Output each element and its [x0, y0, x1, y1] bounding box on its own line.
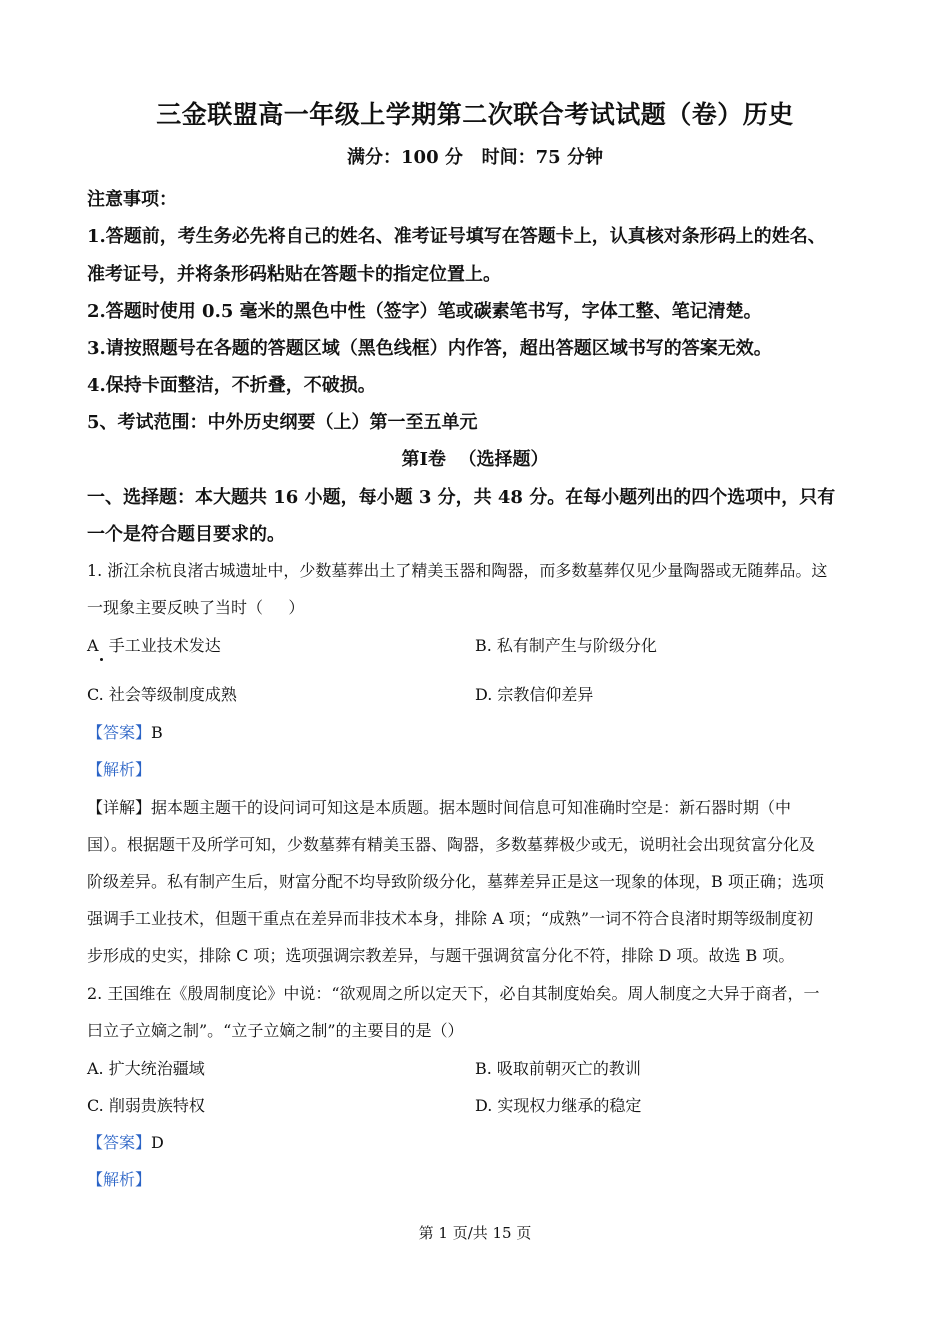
option-d: D. 实现权力继承的稳定: [475, 1096, 642, 1115]
notice-item: 准考证号，并将条形码粘贴在答题卡的指定位置上。: [87, 264, 501, 285]
option-d: D. 宗教信仰差异: [475, 685, 594, 704]
detail-text: 步形成的史实，排除 C 项；选项强调宗教差异，与题干强调贫富分化不符，排除 D 项。故选 B 项。: [87, 946, 795, 965]
detail-tag: 【详解】: [87, 798, 152, 817]
detail-text: 国）。根据题干及所学可知，少数墓葬有精美玉器、陶器，多数墓葬极少或无，说明社会出现贫富分化及: [87, 835, 816, 854]
answer-line: [87, 720, 163, 743]
detail-line: [87, 795, 791, 818]
option-b: B. 吸取前朝灭亡的教训: [475, 1059, 641, 1078]
question-stem: 曰立子立嫡之制”。“立子立嫡之制”的主要目的是（）: [87, 1021, 464, 1040]
stray-dot: [100, 658, 103, 661]
question-stem: 1. 浙江余杭良渚古城遗址中，少数墓葬出土了精美玉器和陶器，而多数墓葬仅见少量陶器或无随葬品。这: [87, 561, 828, 580]
exam-meta: 满分：100 分 时间：75 分钟: [347, 147, 603, 168]
analysis-tag: 【解析】: [87, 1170, 152, 1189]
notice-item: 4.保持卡面整洁，不折叠，不破损。: [87, 375, 376, 396]
option-b: B. 私有制产生与阶级分化: [475, 636, 657, 655]
answer-tag: 【答案】: [87, 1133, 152, 1152]
analysis-tag: 【解析】: [87, 760, 152, 779]
option-c: C. 社会等级制度成熟: [87, 685, 237, 704]
section-instruction: 一个是符合题目要求的。: [87, 524, 285, 545]
question-stem: 一现象主要反映了当时（ ）: [87, 598, 305, 617]
detail-text: 阶级差异。私有制产生后，财富分配不均导致阶级分化，墓葬差异正是这一现象的体现，B 项正确；选项: [87, 872, 824, 891]
section-instruction: 一、选择题：本大题共 16 小题，每小题 3 分，共 48 分。在每小题列出的四个选项中，只有: [87, 487, 836, 508]
question-stem: 2. 王国维在《殷周制度论》中说：“欲观周之所以定天下，必自其制度始矣。周人制度之大异于商者，一: [87, 984, 820, 1003]
page-footer: 第 1 页/共 15 页: [418, 1224, 532, 1242]
notice-item: 5、考试范围：中外历史纲要（上）第一至五单元: [87, 412, 478, 433]
answer-value: D: [151, 1133, 164, 1152]
notice-item: 2.答题时使用 0.5 毫米的黑色中性（签字）笔或碳素笔书写，字体工整、笔记清楚。: [87, 301, 762, 322]
section-title: 第Ⅰ卷 （选择题）: [401, 449, 549, 470]
answer-value: B: [151, 723, 163, 742]
option-c: C. 削弱贵族特权: [87, 1096, 205, 1115]
option-a: A. 扩大统治疆域: [87, 1059, 205, 1078]
notice-heading: 注意事项：: [87, 189, 177, 210]
notice-item: 3.请按照题号在各题的答题区域（黑色线框）内作答，超出答题区域书写的答案无效。: [87, 338, 772, 359]
detail-text: 强调手工业技术，但题干重点在差异而非技术本身，排除 A 项；“成熟”一词不符合良渚时期等级制度初: [87, 909, 814, 928]
exam-title: 三金联盟高一年级上学期第二次联合考试试题（卷）历史: [156, 100, 794, 129]
detail-text: 据本题主题干的设问词可知这是本质题。据本题时间信息可知准确时空是：新石器时期（中: [151, 798, 792, 817]
notice-item: 1.答题前，考生务必先将自己的姓名、准考证号填写在答题卡上，认真核对条形码上的姓名、: [87, 226, 826, 247]
option-a: A 手工业技术发达: [87, 636, 221, 655]
answer-tag: 【答案】: [87, 723, 152, 742]
answer-line: [87, 1130, 164, 1153]
